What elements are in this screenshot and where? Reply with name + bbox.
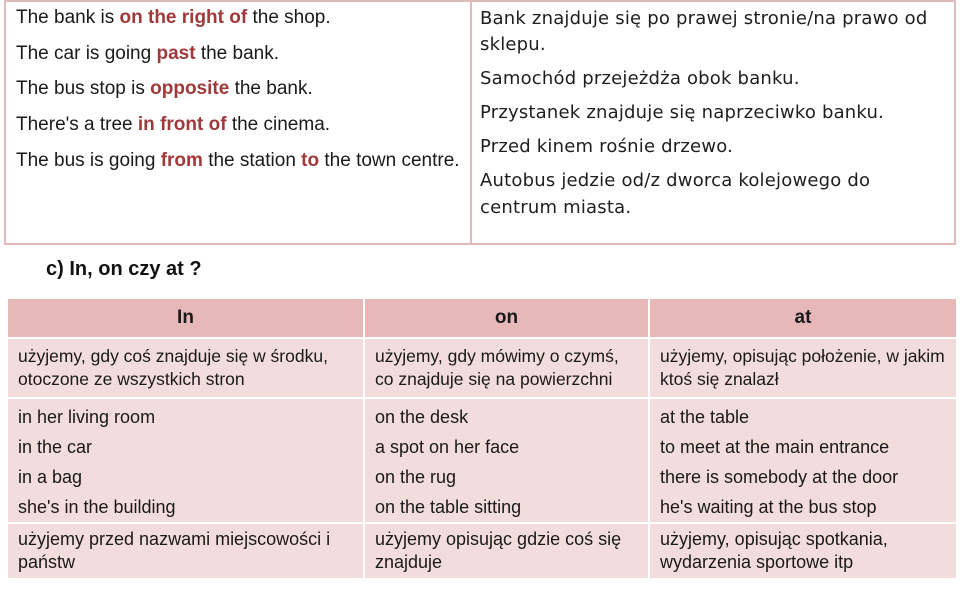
examples-on bbox=[364, 398, 649, 523]
example-item: she's in the building bbox=[18, 497, 176, 517]
example-item: there is somebody at the door bbox=[660, 467, 899, 487]
sentence-text: the cinema. bbox=[226, 114, 331, 136]
header-in: In bbox=[7, 298, 364, 338]
highlighted-preposition: past bbox=[156, 42, 196, 64]
example-item: he's waiting at the bus stop bbox=[660, 497, 877, 517]
note-at: użyjemy, opisując spotkania, wydarzenia sportowe itp bbox=[649, 523, 957, 579]
description-on: użyjemy, gdy mówimy o czymś, co znajduje się na powierzchni bbox=[364, 338, 649, 398]
highlighted-preposition: opposite bbox=[150, 78, 230, 100]
sentence-text: the station bbox=[202, 149, 302, 171]
description-at: użyjemy, opisując położenie, w jakim ktoś się znalazł bbox=[649, 338, 957, 398]
highlighted-preposition: in front of bbox=[137, 114, 227, 136]
example-item: on the desk bbox=[375, 407, 469, 427]
polish-sentence: Bank znajduje się po prawej stronie/na prawo od sklepu. bbox=[480, 8, 928, 56]
sentence-text: There's a tree bbox=[16, 114, 138, 136]
polish-sentence: Samochód przejeżdża obok banku. bbox=[480, 68, 800, 90]
note-on: użyjemy opisując gdzie coś się znajduje bbox=[364, 523, 649, 579]
examples-row bbox=[7, 398, 957, 523]
description-row bbox=[7, 338, 957, 398]
highlighted-preposition: from bbox=[160, 149, 203, 171]
note-in: użyjemy przed nazwami miejscowości i państw bbox=[7, 523, 364, 579]
header-on: on bbox=[364, 298, 649, 338]
header-at: at bbox=[649, 298, 957, 338]
highlighted-preposition: to bbox=[301, 149, 320, 171]
polish-sentence: Przed kinem rośnie drzewo. bbox=[480, 136, 734, 158]
notes-row bbox=[7, 523, 957, 579]
example-item: on the table sitting bbox=[375, 497, 522, 517]
english-sentence bbox=[16, 6, 462, 31]
description-in: użyjemy, gdy coś znajduje się w środku, otoczone ze wszystkich stron bbox=[7, 338, 364, 398]
example-item: on the rug bbox=[375, 467, 457, 487]
english-sentence bbox=[16, 149, 462, 174]
sentence-text: The bus is going bbox=[16, 149, 161, 171]
sentence-text: the shop. bbox=[247, 7, 331, 28]
sentence-text: The bus stop is bbox=[16, 78, 151, 100]
english-sentence bbox=[16, 42, 462, 67]
header-row bbox=[7, 298, 957, 338]
example-item: in her living room bbox=[18, 407, 156, 427]
sentence-text: The car is going bbox=[16, 42, 157, 64]
sentence-text: the bank. bbox=[229, 78, 313, 100]
section-heading: c) In, on czy at ? bbox=[46, 258, 202, 280]
polish-sentences-cell bbox=[471, 1, 955, 244]
example-item: in a bag bbox=[18, 467, 83, 487]
polish-sentence: Przystanek znajduje się naprzeciwko banku. bbox=[480, 102, 885, 124]
translation-table bbox=[4, 0, 956, 245]
example-item: at the table bbox=[660, 407, 750, 427]
example-item: a spot on her face bbox=[375, 437, 520, 457]
english-sentence bbox=[16, 113, 462, 138]
highlighted-preposition: on the right of bbox=[119, 7, 248, 28]
english-sentences-cell bbox=[5, 1, 471, 244]
preposition-table bbox=[6, 297, 958, 580]
sentence-text: the bank. bbox=[195, 42, 279, 64]
example-item: in the car bbox=[18, 437, 93, 457]
sentence-text: the town centre. bbox=[319, 149, 460, 171]
polish-sentence: Autobus jedzie od/z dworca kolejowego do centrum miasta. bbox=[480, 170, 871, 218]
english-sentence bbox=[16, 77, 462, 102]
examples-at bbox=[649, 398, 957, 523]
sentence-text: The bank is bbox=[16, 7, 120, 28]
examples-in bbox=[7, 398, 364, 523]
example-item: to meet at the main entrance bbox=[660, 437, 890, 457]
